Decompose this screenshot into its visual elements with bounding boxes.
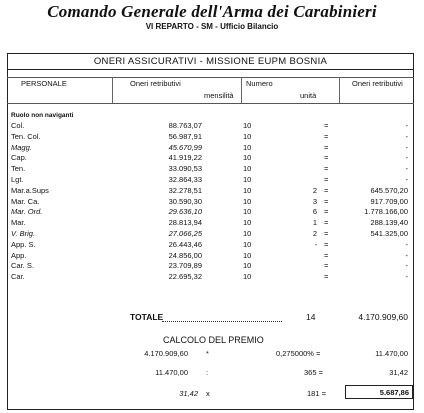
row-amount: 32.278,51 (168, 185, 202, 195)
row-total: - (405, 164, 408, 174)
row-total: 288.139,40 (370, 218, 408, 228)
row-months: 10 (243, 239, 252, 249)
row-months: 10 (243, 142, 252, 152)
row-total: 917.709,00 (370, 196, 408, 206)
row-sign: = (324, 164, 329, 174)
row-grade: Car. S. (11, 261, 34, 271)
header-oneri-retributivi-2: Oneri retributivi (352, 79, 403, 88)
table-title: ONERI ASSICURATIVI - MISSIONE EUPM BOSNIA (7, 53, 414, 70)
totale-dots (162, 321, 282, 322)
row-grade: App. S. (11, 239, 36, 249)
row-sign: = (324, 229, 329, 238)
header-unita: unità (300, 91, 317, 100)
row-total: - (405, 272, 408, 282)
premio-line3-op: x (206, 389, 210, 398)
row-units: 6 (312, 207, 317, 217)
row-grade: Col. (11, 121, 25, 130)
row-units: - (314, 239, 317, 249)
totale-amount: 4.170.909,60 (358, 312, 408, 322)
row-amount: 45.670,99 (168, 142, 202, 152)
row-amount: 22.695,32 (168, 272, 202, 282)
row-months: 10 (243, 229, 252, 238)
row-total: 645.570,20 (370, 185, 408, 195)
row-months: 10 (243, 207, 252, 217)
row-months: 10 (243, 272, 252, 282)
page-title: Comando Generale dell'Arma dei Carabinieri (47, 2, 377, 21)
row-amount: 33.090,53 (168, 164, 202, 174)
col-divider (112, 77, 113, 103)
premio-line1-op: * (206, 349, 209, 358)
row-grade: Mar.a.Sups (11, 185, 49, 195)
row-months: 10 (243, 218, 252, 228)
row-sign: = (324, 153, 329, 163)
premio-line2-result: 31,42 (389, 368, 408, 377)
premio-title: CALCOLO DEL PREMIO (163, 335, 264, 345)
header-divider (7, 77, 414, 78)
row-total: - (405, 175, 408, 184)
row-months: 10 (243, 131, 252, 141)
row-months: 10 (243, 153, 252, 163)
row-months: 10 (243, 175, 252, 184)
row-grade: Lgt. (11, 175, 24, 184)
row-months: 10 (243, 164, 252, 174)
header-personale: PERSONALE (21, 79, 67, 88)
row-amount: 56.987,91 (168, 131, 202, 141)
row-amount: 32.864,33 (168, 175, 202, 184)
row-grade: Ten. Col. (11, 131, 41, 141)
row-sign: = (324, 142, 329, 152)
col-divider (339, 77, 340, 103)
row-units: 1 (312, 218, 317, 228)
row-sign: = (324, 239, 329, 249)
row-total: - (405, 261, 408, 271)
row-sign: = (324, 250, 329, 260)
row-units: 3 (312, 196, 317, 206)
row-total: - (405, 250, 408, 260)
premio-line1-rate: 0,275000% = (276, 349, 321, 358)
row-months: 10 (243, 121, 252, 130)
row-months: 10 (243, 196, 252, 206)
premio-line2-b: 365 = (304, 368, 323, 377)
row-grade: App. (11, 250, 27, 260)
section-label: Ruolo non naviganti (11, 112, 74, 119)
premio-line3-a: 31,42 (179, 389, 198, 398)
row-amount: 27.066,25 (168, 229, 202, 238)
row-amount: 88.763,07 (168, 121, 202, 130)
row-total: - (405, 131, 408, 141)
page-subtitle: VI REPARTO - SM - Ufficio Bilancio (145, 22, 279, 31)
row-grade: Mar. Ord. (11, 207, 43, 217)
row-amount: 26.443,46 (168, 239, 202, 249)
row-sign: = (324, 131, 329, 141)
header-numero: Numero (246, 79, 273, 88)
totale-label: TOTALE (130, 312, 164, 322)
row-sign: = (324, 218, 329, 228)
row-total: - (405, 121, 408, 130)
row-sign: = (324, 121, 329, 130)
row-sign: = (324, 196, 329, 206)
row-total: - (405, 239, 408, 249)
row-grade: Mar. Ca. (11, 196, 40, 206)
header-oneri-retributivi: Oneri retributivi (130, 79, 181, 88)
row-total: - (405, 153, 408, 163)
row-amount: 24.856,00 (168, 250, 202, 260)
row-months: 10 (243, 185, 252, 195)
header-mensilita: mensilità (204, 91, 234, 100)
premio-line2-op: : (206, 368, 209, 377)
row-sign: = (324, 185, 329, 195)
row-total: - (405, 142, 408, 152)
premio-line2-a: 11.470,00 (155, 368, 188, 377)
premio-line3-result: 5.687,86 (379, 388, 409, 397)
row-sign: = (324, 175, 329, 184)
totale-units: 14 (306, 312, 316, 322)
row-total: 541.325,00 (370, 229, 408, 238)
col-divider (241, 77, 242, 103)
row-total: 1.778.166,00 (364, 207, 408, 217)
row-amount: 29.636,10 (168, 207, 202, 217)
row-units: 2 (312, 185, 317, 195)
row-grade: Mar. (11, 218, 26, 228)
premio-line1-result: 11.470,00 (375, 349, 408, 358)
header-bottom-divider (7, 103, 414, 104)
row-sign: = (324, 207, 329, 217)
row-grade: Cap. (11, 153, 27, 163)
premio-line1-a: 4.170.909,60 (144, 349, 188, 358)
row-amount: 41.919,22 (168, 153, 202, 163)
row-amount: 23.709,89 (168, 261, 202, 271)
row-grade: Car. (11, 272, 25, 282)
row-units: 2 (312, 229, 317, 238)
premio-line3-b: 181 = (307, 389, 326, 398)
row-grade: V. Brig. (11, 229, 36, 238)
row-grade: Ten. (11, 164, 26, 174)
row-months: 10 (243, 250, 252, 260)
row-amount: 28.813,94 (168, 218, 202, 228)
row-sign: = (324, 261, 329, 271)
row-amount: 30.590,30 (168, 196, 202, 206)
row-grade: Magg. (11, 142, 32, 152)
row-months: 10 (243, 261, 252, 271)
row-sign: = (324, 272, 329, 282)
